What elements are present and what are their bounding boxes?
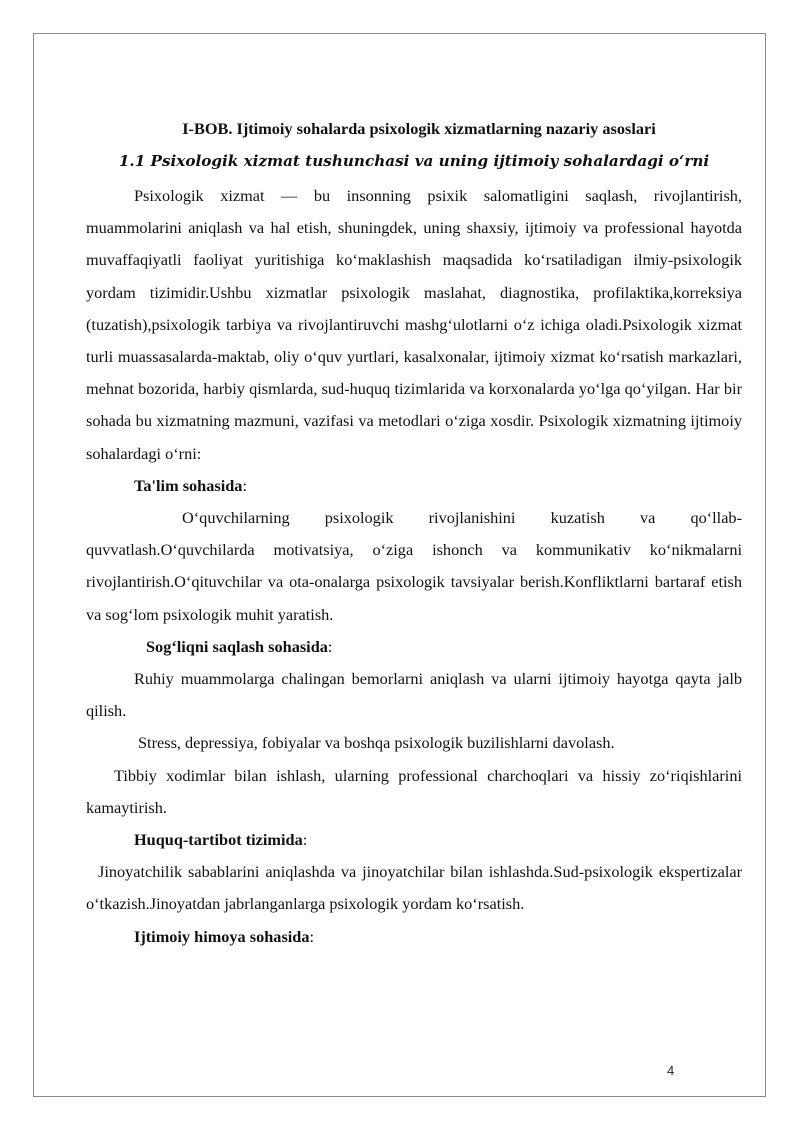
chapter-title: I-BOB. Ijtimoiy sohalarda psixologik xizmatlarning nazariy asoslari — [182, 119, 656, 138]
huquq-heading-line — [86, 824, 742, 856]
page-number: 4 — [667, 1063, 675, 1078]
sogliq-paragraph-3: Tibbiy xodimlar bilan ishlash, ularning professional charchoqlari va hissiy zo‘riqishlarini kamaytirish. — [86, 765, 742, 817]
colon: : — [309, 926, 315, 946]
intro-paragraph: Psixologik xizmat — bu insonning psixik salomatligini saqlash, rivojlantirish, muammolarini aniqlash va hal etish, shuningdek, uning shaxsiy, ijtimoiy va professional hayotda muvaffaqiyatli faoliyat yuritishiga ko‘maklashish maqsadida ko‘rsatiladigan ilmiy-psixologik yordam tizimidir.Ushbu xizmatlar psixologik maslahat, diagnostika, profilaktika,korreksiya (tuzatish),psixologik tarbiya va rivojlantiruvchi mashg‘ulotlarni o‘z ichiga oladi.Psixologik xizmat turli muassasalarda-maktab, oliy o‘quv yurtlari, kasalxonalar, ijtimoiy xizmat ko‘rsatish markazlari, mehnat bozorida, harbiy qismlarda, sud-huquq tizimlarida va korxonalarda yo‘lga qo‘yilgan. Har bir sohada bu xizmatning mazmuni, vazifasi va metodlari o‘ziga xosdir. Psixologik xizmatning ijtimoiy sohalardagi o‘rni: — [86, 186, 742, 463]
huquq-paragraph: Jinoyatchilik sabablarini aniqlashda va jinoyatchilar bilan ishlashda.Sud-psixologik ekspertizalar o‘tkazish.Jinoyatdan jabrlanganlarga psixologik yordam ko‘rsatish. — [86, 862, 742, 914]
sogliq-heading-line — [86, 631, 742, 663]
himoya-heading: Ijtimoiy himoya sohasida — [134, 926, 310, 946]
sogliq-paragraph-2: Stress, depressiya, fobiyalar va boshqa psixologik buzilishlarni davolash. — [138, 733, 615, 753]
himoya-heading-line — [86, 921, 742, 953]
colon: : — [242, 475, 247, 495]
sogliq-paragraph-1: Ruhiy muammolarga chalingan bemorlarni aniqlash va ularni ijtimoiy hayotga qayta jalb qilish. — [86, 669, 742, 721]
colon: : — [302, 830, 308, 850]
talim-heading-line — [86, 470, 742, 502]
talim-heading: Ta'lim sohasida — [134, 475, 243, 495]
colon: : — [327, 636, 333, 656]
section-title: 1.1 Psixologik xizmat tushunchasi va uning ijtimoiy sohalardagi o‘rni — [118, 152, 710, 170]
document-body — [86, 116, 742, 953]
huquq-heading: Huquq-tartibot tizimida — [134, 830, 303, 850]
talim-paragraph: O‘quvchilarning psixologik rivojlanishini kuzatish va qo‘llab-quvvatlash.O‘quvchilarda motivatsiya, o‘ziga ishonch va kommunikativ ko‘nikmalarni rivojlantirish.O‘qituvchilar va ota-onalarga psixologik tavsiyalar berish.Konfliktlarni bartaraf etish va sog‘lom psixologik muhit yaratish. — [86, 508, 742, 624]
sogliq-heading: Sog‘liqni saqlash sohasida — [146, 636, 328, 656]
